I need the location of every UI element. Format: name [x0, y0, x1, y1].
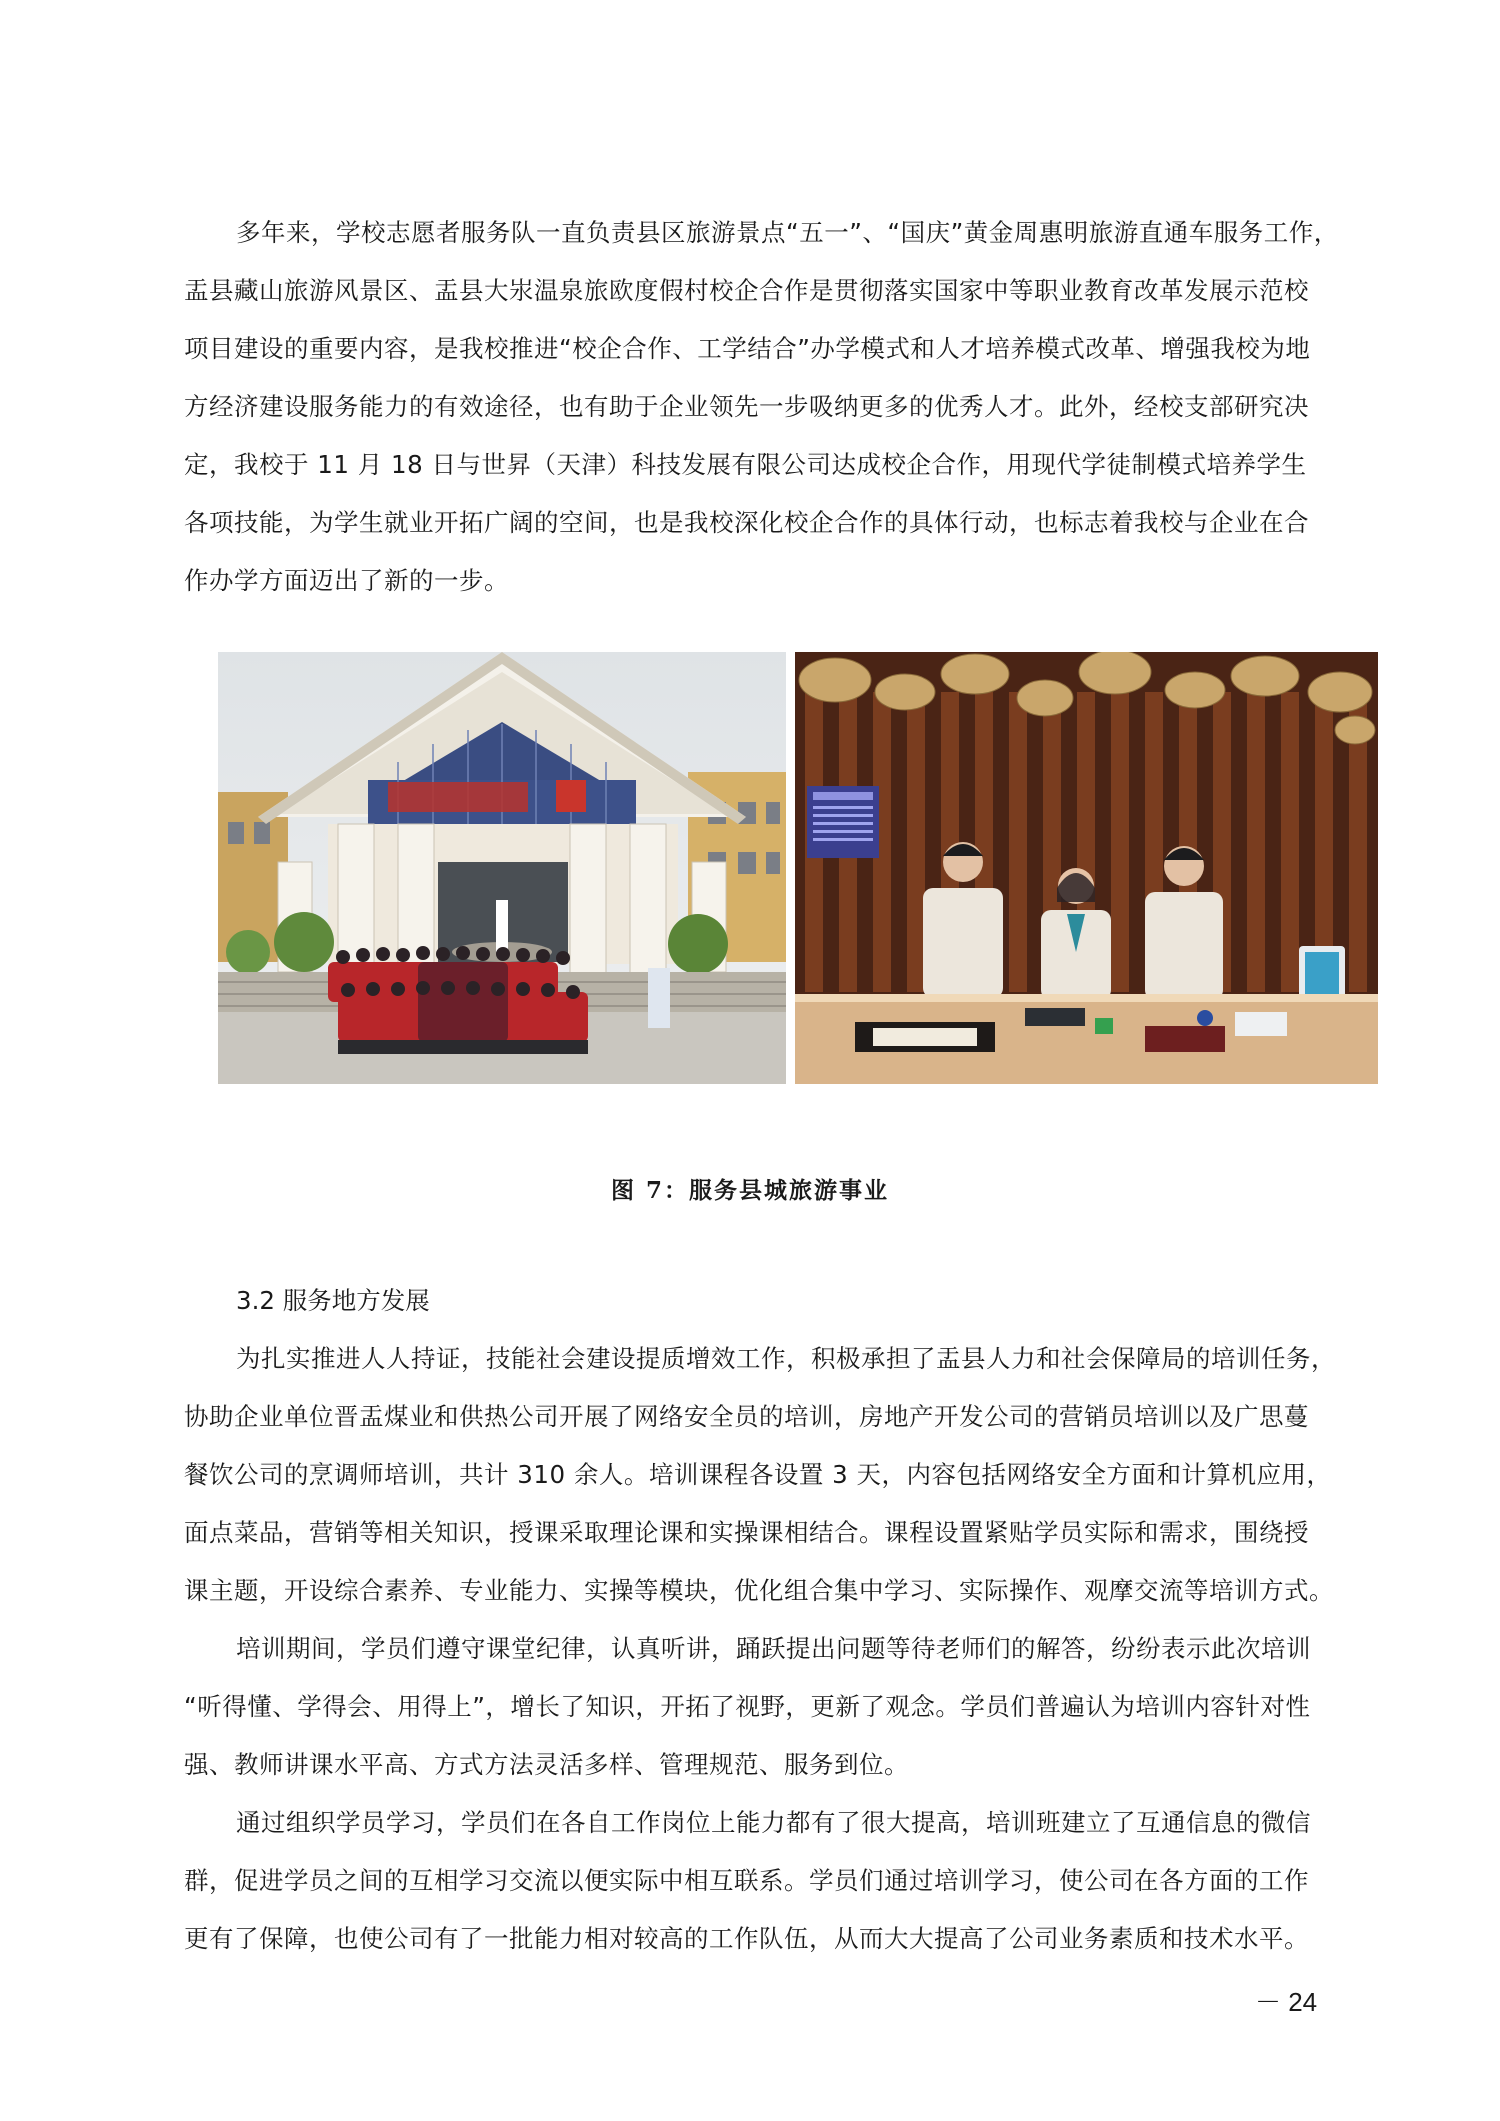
text-line: 方经济建设服务能力的有效途径，也有助于企业领先一步吸纳更多的优秀人才。此外，经校支部研究决 [184, 392, 1309, 421]
section-heading: 3.2 服务地方发展 [236, 1286, 430, 1315]
figure-photos [218, 652, 1378, 1084]
text-line: 多年来，学校志愿者服务队一直负责县区旅游景点“五一”、“国庆”黄金周惠明旅游直通车服务工作， [236, 218, 1339, 247]
text-line: 课主题，开设综合素养、专业能力、实操等模块，优化组合集中学习、实际操作、观摩交流等培训方式。 [184, 1576, 1334, 1605]
text-line: 协助企业单位晋盂煤业和供热公司开展了网络安全员的培训，房地产开发公司的营销员培训以及广思蔓 [184, 1402, 1309, 1431]
paragraph-outcomes [184, 1794, 1394, 1968]
text-line: 各项技能，为学生就业开拓广阔的空间，也是我校深化校企合作的具体行动，也标志着我校与企业在合 [184, 508, 1309, 537]
text-line: “听得懂、学得会、用得上”，增长了知识，开拓了视野，更新了观念。学员们普遍认为培训内容针对性 [184, 1692, 1311, 1721]
text-line: 作办学方面迈出了新的一步。 [184, 566, 509, 595]
text-line: 强、教师讲课水平高、方式方法灵活多样、管理规范、服务到位。 [184, 1750, 909, 1779]
text-line: 培训期间，学员们遵守课堂纪律，认真听讲，踊跃提出问题等待老师们的解答，纷纷表示此次培训 [236, 1634, 1311, 1663]
paragraph-intro [184, 204, 1394, 610]
text-line: 面点菜品，营销等相关知识，授课采取理论课和实操课相结合。课程设置紧贴学员实际和需求，围绕授 [184, 1518, 1309, 1547]
text-line: 通过组织学员学习，学员们在各自工作岗位上能力都有了很大提高，培训班建立了互通信息的微信 [236, 1808, 1311, 1837]
text-line: 项目建设的重要内容，是我校推进“校企合作、工学结合”办学模式和人才培养模式改革、增强我校为地 [184, 334, 1311, 363]
figure-caption: 图 7：服务县城旅游事业 [610, 1177, 889, 1204]
text-line: 定，我校于 11 月 18 日与世昇（天津）科技发展有限公司达成校企合作，用现代学徒制模式培养学生 [184, 450, 1307, 479]
text-line: 盂县藏山旅游风景区、盂县大汖温泉旅欧度假村校企合作是贯彻落实国家中等职业教育改革发展示范校 [184, 276, 1309, 305]
text-line: 为扎实推进人人持证，技能社会建设提质增效工作，积极承担了盂县人力和社会保障局的培训任务， [236, 1344, 1336, 1373]
resort-entrance-photo [218, 652, 786, 1084]
paragraph-training [184, 1330, 1394, 1620]
page-number: － 24 [1255, 1987, 1318, 2017]
reception-desk-photo [795, 652, 1378, 1084]
paragraph-training-period [184, 1620, 1394, 1794]
text-line: 更有了保障，也使公司有了一批能力相对较高的工作队伍，从而大大提高了公司业务素质和技术水平。 [184, 1924, 1309, 1953]
text-line: 群，促进学员之间的互相学习交流以便实际中相互联系。学员们通过培训学习，使公司在各方面的工作 [184, 1866, 1309, 1895]
text-line: 餐饮公司的烹调师培训，共计 310 余人。培训课程各设置 3 天，内容包括网络安全方面和计算机应用， [184, 1460, 1332, 1489]
